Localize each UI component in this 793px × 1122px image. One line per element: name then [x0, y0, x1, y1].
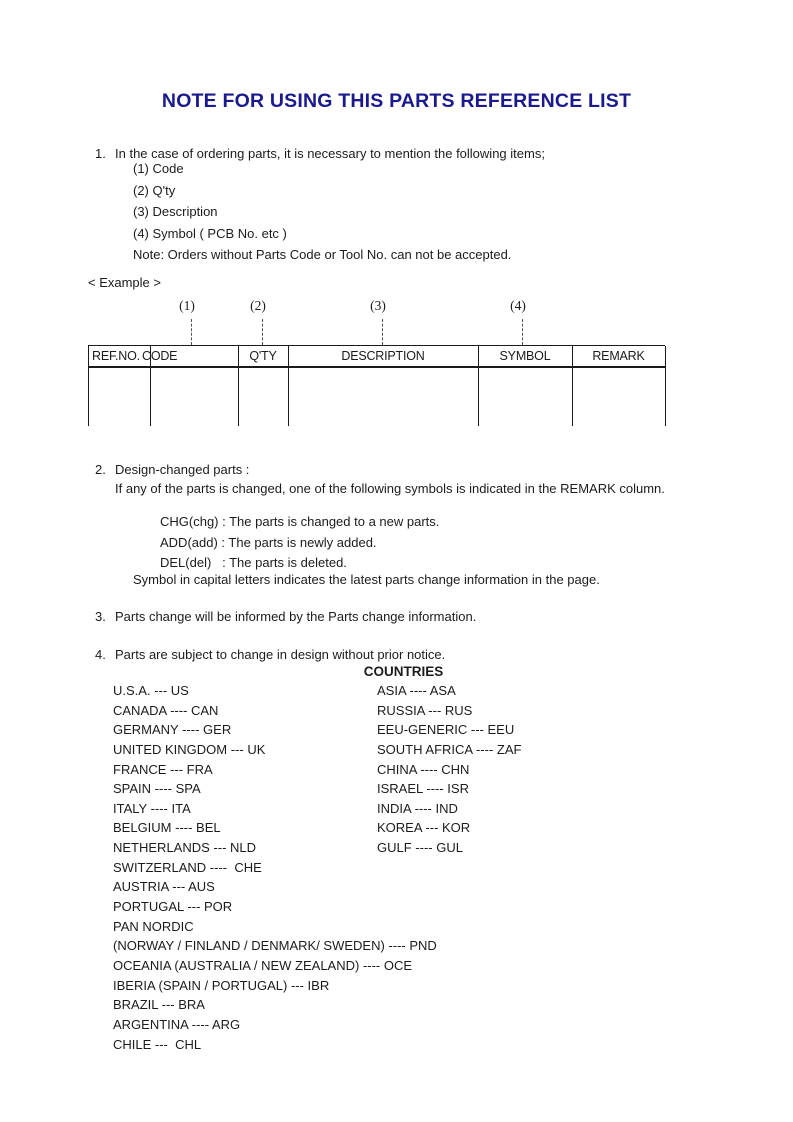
section-2-number: 2. — [95, 462, 106, 477]
country-entry-left: SPAIN ---- SPA — [113, 781, 201, 797]
country-entry-right: KOREA --- KOR — [377, 820, 471, 836]
country-entry-right: EEU-GENERIC --- EEU — [377, 722, 515, 738]
country-entry-right: ASIA ---- ASA — [377, 683, 456, 698]
country-row — [0, 1017, 793, 1037]
section-2-footnote: Symbol in capital letters indicates the latest parts change information in the page. — [133, 572, 600, 587]
country-row — [0, 938, 793, 958]
section-2-body: If any of the parts is changed, one of the following symbols is indicated in the REMARK column. — [115, 481, 665, 496]
country-entry-left: U.S.A. --- US — [113, 683, 189, 698]
remark-symbol-line: CHG(chg) : The parts is changed to a new parts. — [160, 514, 440, 529]
country-entry-right: ISRAEL ---- ISR — [377, 781, 469, 797]
section-2-title-row — [95, 462, 249, 477]
section-4 — [95, 647, 445, 662]
country-row — [0, 840, 793, 860]
country-row — [0, 762, 793, 782]
country-row — [0, 958, 793, 978]
table-header-cell: SYMBOL — [499, 349, 551, 363]
table-header-underline — [88, 366, 665, 368]
country-entry-right: SOUTH AFRICA ---- ZAF — [377, 741, 522, 757]
table-header-cell: DESCRIPTION — [341, 349, 425, 363]
country-row — [0, 722, 793, 742]
country-entry-left: UNITED KINGDOM --- UK — [113, 741, 266, 757]
section-1-number: 1. — [95, 146, 106, 161]
section-3-text: Parts change will be informed by the Parts change information. — [115, 609, 477, 624]
callout-label: (4) — [510, 298, 526, 313]
country-entry-left: BELGIUM ---- BEL — [113, 820, 221, 836]
callout-label: (2) — [250, 298, 266, 313]
ordering-item: (4) Symbol ( PCB No. etc ) — [133, 225, 287, 241]
country-entry-left: IBERIA (SPAIN / PORTUGAL) --- IBR — [113, 977, 330, 993]
country-row — [0, 781, 793, 801]
country-entry-left: FRANCE --- FRA — [113, 761, 213, 777]
remark-symbols-list — [160, 514, 439, 576]
section-4-text: Parts are subject to change in design without prior notice. — [115, 647, 446, 662]
table-column-line — [665, 346, 666, 426]
page-title: NOTE FOR USING THIS PARTS REFERENCE LIST — [161, 90, 632, 112]
ordering-item: (3) Description — [133, 204, 218, 219]
example-table — [88, 345, 665, 426]
country-row — [0, 742, 793, 762]
country-entry-left: AUSTRIA --- AUS — [113, 879, 215, 895]
country-entry-left: (NORWAY / FINLAND / DENMARK/ SWEDEN) ---- PND — [113, 938, 437, 954]
country-entry-right: CHINA ---- CHN — [377, 761, 470, 777]
country-row — [0, 879, 793, 899]
country-row — [0, 820, 793, 840]
country-row — [0, 801, 793, 821]
section-3-number: 3. — [95, 609, 106, 624]
ordering-item: (2) Q'ty — [133, 182, 176, 198]
country-row — [0, 683, 793, 703]
country-entry-left: GERMANY ---- GER — [113, 722, 232, 738]
remark-symbol-line: ADD(add) : The parts is newly added. — [160, 534, 377, 550]
country-entry-left: ITALY ---- ITA — [113, 800, 191, 816]
table-header-cell: Q'TY — [249, 349, 277, 363]
table-column-line — [88, 346, 89, 426]
callout-dash-line — [262, 319, 263, 345]
section-2-title: Design-changed parts : — [115, 462, 250, 477]
country-entry-left: BRAZIL --- BRA — [113, 997, 205, 1013]
section-4-number: 4. — [95, 647, 106, 662]
country-row — [0, 860, 793, 880]
section-3 — [95, 609, 476, 624]
section-1-intro-text: In the case of ordering parts, it is necessary to mention the following items; — [115, 146, 545, 161]
country-entry-left: OCEANIA (AUSTRALIA / NEW ZEALAND) ---- OCE — [113, 957, 413, 973]
country-row — [0, 1037, 793, 1057]
callout-dash-line — [191, 319, 192, 345]
country-row — [0, 978, 793, 998]
callout-label: (1) — [179, 298, 195, 313]
table-header-cell: REMARK — [592, 349, 645, 363]
country-entry-right: INDIA ---- IND — [377, 800, 458, 816]
ordering-items-list — [133, 161, 287, 247]
section-1-note: Note: Orders without Parts Code or Tool No. can not be accepted. — [133, 247, 512, 262]
example-label: < Example > — [88, 275, 161, 290]
callout-dash-line — [522, 319, 523, 345]
country-row — [0, 997, 793, 1017]
country-entry-left: CHILE --- CHL — [113, 1036, 202, 1052]
country-entry-left: ARGENTINA ---- ARG — [113, 1016, 241, 1032]
country-entry-left: NETHERLANDS --- NLD — [113, 840, 257, 856]
callout-label: (3) — [370, 298, 386, 313]
country-row — [0, 919, 793, 939]
table-header-cell: REF.NO. — [92, 349, 140, 363]
country-entry-right: GULF ---- GUL — [377, 840, 463, 856]
countries-list — [0, 683, 793, 1056]
section-1-intro — [95, 146, 545, 161]
country-row — [0, 899, 793, 919]
country-entry-left: PORTUGAL --- POR — [113, 899, 233, 915]
country-row — [0, 703, 793, 723]
ordering-item: (1) Code — [133, 161, 184, 176]
example-figure — [0, 292, 793, 437]
countries-heading: COUNTRIES — [363, 664, 444, 679]
country-entry-left: SWITZERLAND ---- CHE — [113, 859, 262, 875]
remark-symbol-line: DEL(del) : The parts is deleted. — [160, 555, 347, 570]
table-header-cell: CODE — [142, 349, 178, 363]
country-entry-left: CANADA ---- CAN — [113, 702, 219, 718]
country-entry-left: PAN NORDIC — [113, 918, 194, 934]
callout-dash-line — [382, 319, 383, 345]
country-entry-right: RUSSIA --- RUS — [377, 702, 473, 718]
